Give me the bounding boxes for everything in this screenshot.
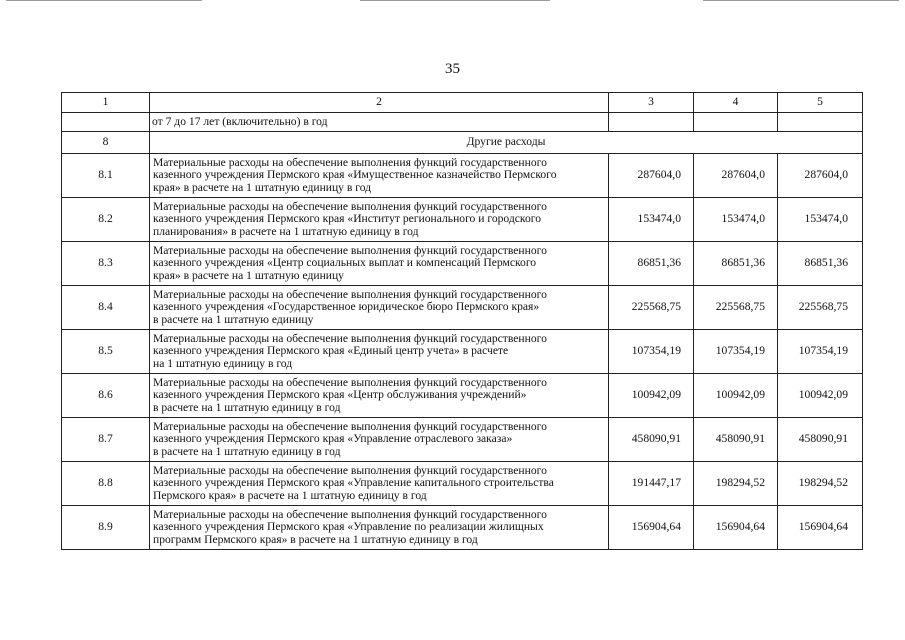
continuation-row [62, 113, 863, 132]
row-description [150, 154, 609, 198]
row-description [150, 330, 609, 374]
description-line: Материальные расходы на обеспечение выполнения функций государственного [153, 199, 547, 213]
value-column-4: 153474,0 [694, 198, 778, 242]
column-number-1: 1 [62, 93, 150, 113]
description-line: казенного учреждения «Центр социальных выплат и компенсаций Пермского [153, 256, 537, 270]
description-line: на 1 штатную единицу в год [153, 356, 293, 370]
value-column-3: 458090,91 [609, 418, 694, 462]
description-line: Пермского края» в расчете на 1 штатную единицу в год [153, 488, 427, 502]
value-column-3: 225568,75 [609, 286, 694, 330]
column-number-2: 2 [150, 93, 609, 113]
description-line: в расчете на 1 штатную единицу [153, 312, 314, 326]
column-number-4: 4 [694, 93, 778, 113]
description-line: планирования» в расчете на 1 штатную единицу в год [153, 224, 419, 238]
value-column-4: 107354,19 [694, 330, 778, 374]
table-row [62, 242, 863, 286]
description-line: казенного учреждения Пермского края «Единый центр учета» в расчете [153, 344, 509, 358]
description-line: казенного учреждения Пермского края «Управление отраслевого заказа» [153, 432, 513, 446]
section-title: Другие расходы [150, 132, 863, 154]
row-description [150, 242, 609, 286]
row-number: 8.5 [62, 330, 150, 374]
row-number: 8.3 [62, 242, 150, 286]
value-column-4: 287604,0 [694, 154, 778, 198]
page-number: 35 [445, 61, 460, 77]
table-row [62, 154, 863, 198]
description-line: казенного учреждения Пермского края «Центр обслуживания учреждений» [153, 388, 527, 402]
description-line: казенного учреждения Пермского края «Имущественное казначейство Пермского [153, 168, 557, 182]
value-column-5: 225568,75 [778, 286, 863, 330]
row-number: 8.8 [62, 462, 150, 506]
column-number-5: 5 [778, 93, 863, 113]
value-column-3: 86851,36 [609, 242, 694, 286]
description-line: казенного учреждения Пермского края «Институт регионального и городского [153, 212, 542, 226]
value-column-3: 100942,09 [609, 374, 694, 418]
table-row [62, 418, 863, 462]
value-column-5: 198294,52 [778, 462, 863, 506]
row-description [150, 286, 609, 330]
value-column-3: 107354,19 [609, 330, 694, 374]
expenses-table [61, 92, 863, 550]
row-description [150, 418, 609, 462]
row-description [150, 506, 609, 550]
value-column-3: 287604,0 [609, 154, 694, 198]
table-row [62, 462, 863, 506]
top-edge-rule-left [6, 0, 202, 1]
column-number-row [62, 93, 863, 113]
description-line: Материальные расходы на обеспечение выполнения функций государственного [153, 375, 547, 389]
value-column-4: 458090,91 [694, 418, 778, 462]
row-description [150, 198, 609, 242]
description-line: казенного учреждения Пермского края «Управление капитального строительства [153, 476, 554, 490]
column-number-3: 3 [609, 93, 694, 113]
description-line: в расчете на 1 штатную единицу в год [153, 400, 341, 414]
value-column-3: 153474,0 [609, 198, 694, 242]
description-line: казенного учреждения «Государственное юридическое бюро Пермского края» [153, 300, 540, 314]
continuation-text: от 7 до 17 лет (включительно) в год [150, 113, 609, 132]
value-column-4: 100942,09 [694, 374, 778, 418]
description-line: казенного учреждения Пермского края «Управление по реализации жилищных [153, 520, 544, 534]
description-line: Материальные расходы на обеспечение выполнения функций государственного [153, 419, 547, 433]
value-column-5: 86851,36 [778, 242, 863, 286]
top-edge-rule-center [360, 0, 550, 1]
value-column-5: 153474,0 [778, 198, 863, 242]
value-column-3: 156904,64 [609, 506, 694, 550]
table-row [62, 330, 863, 374]
continuation-cell-5 [778, 113, 863, 132]
row-number: 8.4 [62, 286, 150, 330]
value-column-5: 100942,09 [778, 374, 863, 418]
description-line: края» в расчете на 1 штатную единицу в год [153, 180, 372, 194]
description-line: программ Пермского края» в расчете на 1 штатную единицу в год [153, 532, 478, 546]
row-number: 8.2 [62, 198, 150, 242]
description-line: в расчете на 1 штатную единицу в год [153, 444, 341, 458]
section-row [62, 132, 863, 154]
row-number: 8.9 [62, 506, 150, 550]
row-number: 8.6 [62, 374, 150, 418]
value-column-4: 198294,52 [694, 462, 778, 506]
row-number: 8.7 [62, 418, 150, 462]
value-column-4: 86851,36 [694, 242, 778, 286]
value-column-5: 287604,0 [778, 154, 863, 198]
description-line: Материальные расходы на обеспечение выполнения функций государственного [153, 331, 547, 345]
table-row [62, 374, 863, 418]
row-description [150, 374, 609, 418]
value-column-5: 458090,91 [778, 418, 863, 462]
table-row [62, 506, 863, 550]
row-number: 8.1 [62, 154, 150, 198]
description-line: Материальные расходы на обеспечение выполнения функций государственного [153, 155, 547, 169]
description-line: Материальные расходы на обеспечение выполнения функций государственного [153, 243, 547, 257]
section-number: 8 [62, 132, 150, 154]
description-line: края» в расчете на 1 штатную единицу [153, 268, 344, 282]
value-column-4: 156904,64 [694, 506, 778, 550]
description-line: Материальные расходы на обеспечение выполнения функций государственного [153, 507, 547, 521]
description-line: Материальные расходы на обеспечение выполнения функций государственного [153, 287, 547, 301]
value-column-4: 225568,75 [694, 286, 778, 330]
continuation-cell-3 [609, 113, 694, 132]
top-edge-rule-right [703, 0, 899, 1]
expenses-table-body [62, 93, 863, 550]
value-column-5: 156904,64 [778, 506, 863, 550]
row-description [150, 462, 609, 506]
table-row [62, 198, 863, 242]
value-column-5: 107354,19 [778, 330, 863, 374]
table-row [62, 286, 863, 330]
continuation-cell-4 [694, 113, 778, 132]
description-line: Материальные расходы на обеспечение выполнения функций государственного [153, 463, 547, 477]
continuation-num-cell [62, 113, 150, 132]
value-column-3: 191447,17 [609, 462, 694, 506]
